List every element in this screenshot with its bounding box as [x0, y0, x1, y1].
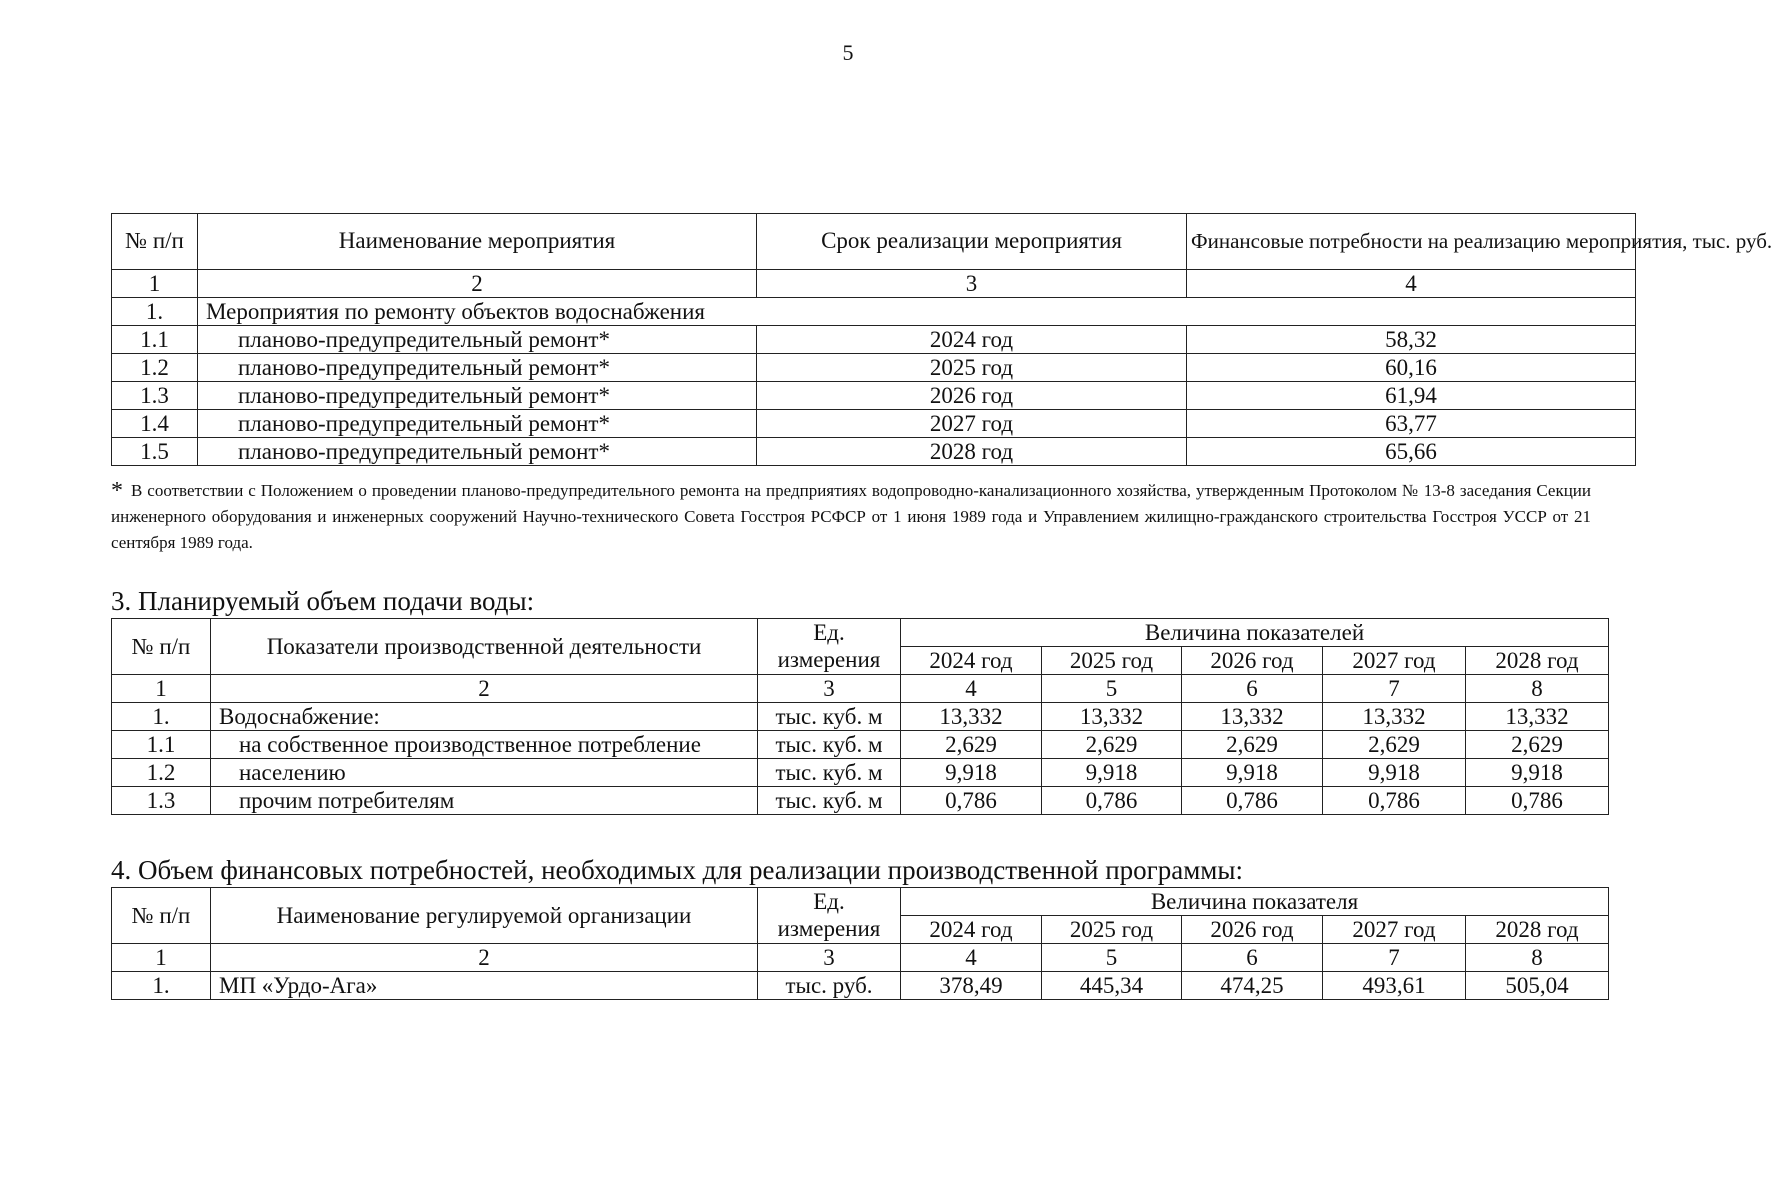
- row-value: 13,332: [1466, 703, 1609, 731]
- row-name: на собственное производственное потребление: [211, 731, 758, 759]
- header-financial-needs: Финансовые потребности на реализацию мероприятия, тыс. руб.: [1187, 214, 1636, 270]
- row-name: планово-предупредительный ремонт*: [198, 326, 757, 354]
- table-row: [112, 731, 1609, 759]
- section-num: 1.: [112, 298, 198, 326]
- row-unit: тыс. куб. м: [758, 731, 901, 759]
- header-year: 2027 год: [1323, 647, 1466, 675]
- section-3-heading: 3. Планируемый объем подачи воды:: [111, 586, 535, 616]
- col-number: 6: [1182, 675, 1323, 703]
- row-num: 1.1: [112, 731, 211, 759]
- row-term: 2027 год: [757, 410, 1187, 438]
- header-values-group: Величина показателя: [901, 888, 1609, 916]
- table-row: [112, 354, 1636, 382]
- section-title: Мероприятия по ремонту объектов водоснабжения: [198, 298, 1636, 326]
- header-year: 2026 год: [1182, 647, 1323, 675]
- row-unit: тыс. куб. м: [758, 759, 901, 787]
- row-value: 474,25: [1182, 972, 1323, 1000]
- row-value: 9,918: [1182, 759, 1323, 787]
- header-year: 2027 год: [1323, 916, 1466, 944]
- header-year: 2028 год: [1466, 916, 1609, 944]
- row-amount: 63,77: [1187, 410, 1636, 438]
- header-year: 2024 год: [901, 647, 1042, 675]
- table-row: [112, 972, 1609, 1000]
- row-value: 13,332: [1042, 703, 1182, 731]
- col-number: 2: [198, 270, 757, 298]
- table-header-row: [112, 888, 1609, 916]
- table-row: [112, 438, 1636, 466]
- row-value: 9,918: [1323, 759, 1466, 787]
- row-term: 2025 год: [757, 354, 1187, 382]
- row-num: 1.: [112, 703, 211, 731]
- row-value: 2,629: [901, 731, 1042, 759]
- header-measure-name: Наименование мероприятия: [198, 214, 757, 270]
- row-value: 0,786: [1323, 787, 1466, 815]
- row-name: прочим потребителям: [211, 787, 758, 815]
- row-name: планово-предупредительный ремонт*: [198, 438, 757, 466]
- row-unit: тыс. руб.: [758, 972, 901, 1000]
- row-value: 9,918: [1042, 759, 1182, 787]
- row-value: 2,629: [1042, 731, 1182, 759]
- table-row: [112, 382, 1636, 410]
- repair-measures-table: [111, 213, 1772, 466]
- header-indicator-name: Показатели производственной деятельности: [211, 619, 758, 675]
- water-supply-volume-table: [111, 618, 1609, 815]
- col-number: 3: [758, 675, 901, 703]
- header-values-group: Величина показателей: [901, 619, 1609, 647]
- table-row: [112, 326, 1636, 354]
- row-value: 493,61: [1323, 972, 1466, 1000]
- row-value: 2,629: [1182, 731, 1323, 759]
- header-unit: Ед. измерения: [758, 888, 901, 944]
- row-name: планово-предупредительный ремонт*: [198, 410, 757, 438]
- col-number: 7: [1323, 675, 1466, 703]
- row-value: 0,786: [901, 787, 1042, 815]
- col-number: 5: [1042, 944, 1182, 972]
- col-number: 1: [112, 675, 211, 703]
- footnote: [111, 478, 1591, 556]
- footnote-star: *: [111, 478, 123, 504]
- row-value: 13,332: [901, 703, 1042, 731]
- col-number: 4: [901, 944, 1042, 972]
- row-term: 2026 год: [757, 382, 1187, 410]
- row-name: МП «Урдо-Ага»: [211, 972, 758, 1000]
- column-number-row: [112, 675, 1609, 703]
- col-number: 4: [1187, 270, 1636, 298]
- row-unit: тыс. куб. м: [758, 703, 901, 731]
- col-number: 3: [758, 944, 901, 972]
- header-year: 2025 год: [1042, 916, 1182, 944]
- col-number: 1: [112, 944, 211, 972]
- header-year: 2028 год: [1466, 647, 1609, 675]
- col-number: 6: [1182, 944, 1323, 972]
- row-term: 2028 год: [757, 438, 1187, 466]
- table-header-row: [112, 214, 1636, 270]
- row-amount: 65,66: [1187, 438, 1636, 466]
- col-number: 2: [211, 675, 758, 703]
- col-number: 1: [112, 270, 198, 298]
- row-value: 505,04: [1466, 972, 1609, 1000]
- header-year: 2025 год: [1042, 647, 1182, 675]
- row-amount: 61,94: [1187, 382, 1636, 410]
- row-amount: 60,16: [1187, 354, 1636, 382]
- row-value: 13,332: [1182, 703, 1323, 731]
- row-name: планово-предупредительный ремонт*: [198, 382, 757, 410]
- column-number-row: [112, 270, 1636, 298]
- table-row: [112, 410, 1636, 438]
- col-number: 8: [1466, 944, 1609, 972]
- col-number: 3: [757, 270, 1187, 298]
- row-num: 1.4: [112, 410, 198, 438]
- row-num: 1.3: [112, 382, 198, 410]
- row-num: 1.3: [112, 787, 211, 815]
- header-num: № п/п: [112, 214, 198, 270]
- row-value: 0,786: [1042, 787, 1182, 815]
- col-number: 4: [901, 675, 1042, 703]
- header-unit: Ед. измерения: [758, 619, 901, 675]
- col-number: 8: [1466, 675, 1609, 703]
- table-header-row: [112, 619, 1609, 647]
- page-number: 5: [842, 40, 854, 65]
- row-value: 0,786: [1466, 787, 1609, 815]
- header-organization-name: Наименование регулируемой организации: [211, 888, 758, 944]
- row-num: 1.1: [112, 326, 198, 354]
- table-row: [112, 759, 1609, 787]
- header-num: № п/п: [112, 619, 211, 675]
- table-row: [112, 787, 1609, 815]
- row-value: 0,786: [1182, 787, 1323, 815]
- financial-needs-table: [111, 887, 1609, 1000]
- row-term: 2024 год: [757, 326, 1187, 354]
- row-num: 1.2: [112, 354, 198, 382]
- footnote-text: В соответствии с Положением о проведении планово-предупредительного ремонта на предприятиях водопроводно-канализационного хозяйства, утвержденным Протоколом № 13-8 заседания Секции инженерного оборудования и инженерных сооружений Научно-технического Совета Госстроя РСФСР от 1 июня 1989 года и Управлением жилищно-гражданского строительства Госстроя УССР от 21 сентября 1989 года.: [111, 481, 1591, 552]
- row-value: 9,918: [901, 759, 1042, 787]
- header-num: № п/п: [112, 888, 211, 944]
- row-name: планово-предупредительный ремонт*: [198, 354, 757, 382]
- row-num: 1.2: [112, 759, 211, 787]
- header-year: 2024 год: [901, 916, 1042, 944]
- row-value: 2,629: [1466, 731, 1609, 759]
- row-name: Водоснабжение:: [211, 703, 758, 731]
- row-name: населению: [211, 759, 758, 787]
- header-year: 2026 год: [1182, 916, 1323, 944]
- row-num: 1.5: [112, 438, 198, 466]
- section-4-heading: 4. Объем финансовых потребностей, необходимых для реализации производственной программы:: [111, 855, 1244, 885]
- col-number: 5: [1042, 675, 1182, 703]
- row-num: 1.: [112, 972, 211, 1000]
- col-number: 2: [211, 944, 758, 972]
- row-amount: 58,32: [1187, 326, 1636, 354]
- header-term: Срок реализации мероприятия: [757, 214, 1187, 270]
- row-value: 9,918: [1466, 759, 1609, 787]
- column-number-row: [112, 944, 1609, 972]
- row-unit: тыс. куб. м: [758, 787, 901, 815]
- row-value: 378,49: [901, 972, 1042, 1000]
- table-row: [112, 703, 1609, 731]
- row-value: 2,629: [1323, 731, 1466, 759]
- row-value: 13,332: [1323, 703, 1466, 731]
- row-value: 445,34: [1042, 972, 1182, 1000]
- col-number: 7: [1323, 944, 1466, 972]
- section-row: [112, 298, 1636, 326]
